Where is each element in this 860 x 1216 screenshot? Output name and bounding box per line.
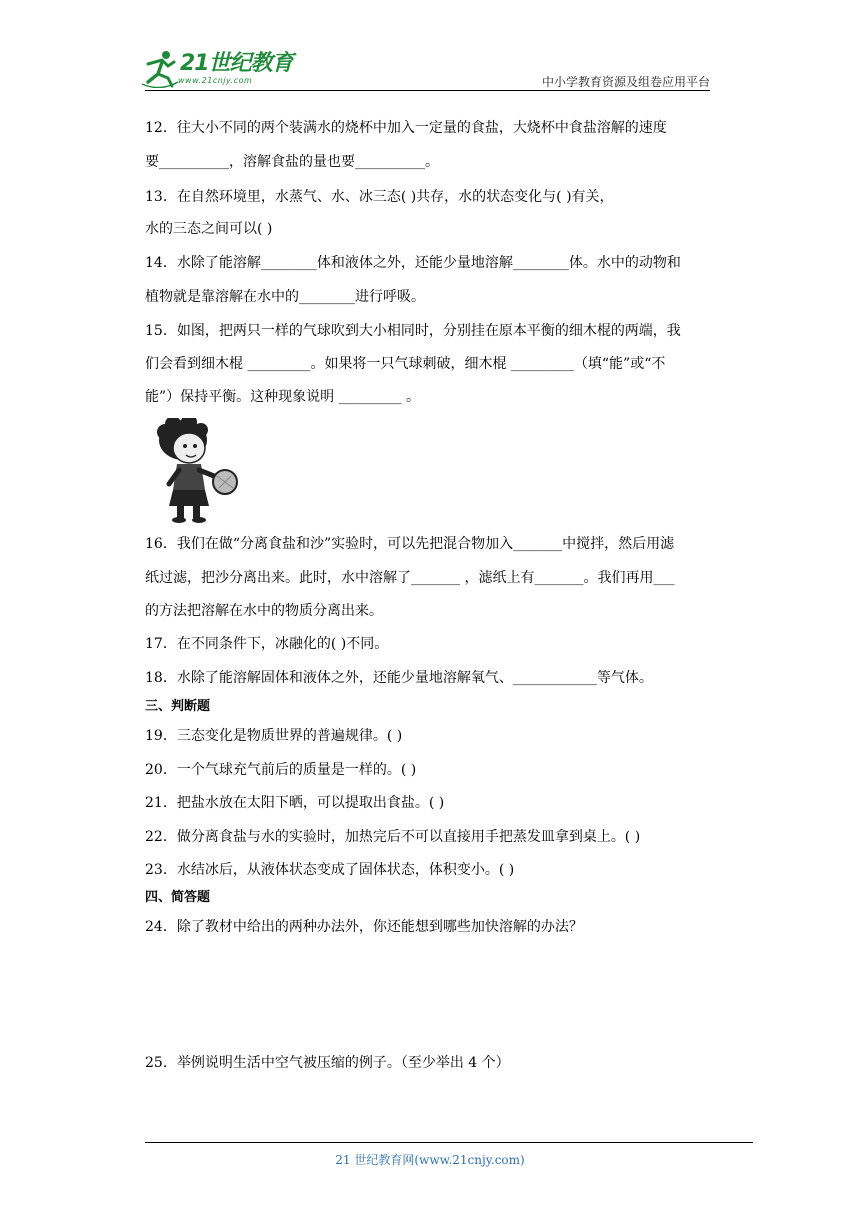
q23: 23．水结冰后，从液体状态变成了固体状态，体积变小。( )	[145, 862, 515, 878]
footer-text: 21 世纪教育网(www.21cnjy.com)	[335, 1153, 525, 1167]
q24: 24．除了教材中给出的两种办法外，你还能想到哪些加快溶解的办法？	[145, 919, 583, 935]
q17: 17．在不同条件下，冰融化的( )不同。	[145, 636, 389, 652]
q14-line-1: 14．水除了能溶解________体和液体之外，还能少量地溶解________体。水中的动物和	[145, 255, 681, 271]
q16-line-1: 16．我们在做“分离食盐和沙”实验时，可以先把混合物加入_______中搅拌，然后用滤	[145, 536, 675, 552]
q16-line-2: 纸过滤，把沙分离出来。此时，水中溶解了_______ ，滤纸上有_______。我们再用___	[145, 570, 675, 586]
q13-line-1: 13．在自然环境里，水蒸气、水、冰三态( )共存，水的状态变化与( )有关，	[145, 189, 614, 205]
header-divider	[145, 90, 710, 91]
footer-divider	[145, 1142, 753, 1143]
logo-url: www.21cnjy.com	[178, 76, 253, 85]
section-4-title: 四、简答题	[145, 890, 211, 905]
running-figure-icon	[140, 48, 180, 88]
q20: 20．一个气球充气前后的质量是一样的。( )	[145, 762, 417, 778]
q15-line-3: 能”）保持平衡。这种现象说明 _________ 。	[145, 389, 421, 405]
q16-line-3: 的方法把溶解在水中的物质分离出来。	[145, 603, 383, 619]
q19: 19．三态变化是物质世界的普遍规律。( )	[145, 728, 403, 744]
q14-line-2: 植物就是靠溶解在水中的________进行呼吸。	[145, 289, 425, 305]
q13-line-2: 水的三态之间可以( )	[145, 221, 273, 237]
girl-with-balloon-image	[155, 418, 245, 524]
q21: 21．把盐水放在太阳下晒，可以提取出食盐。( )	[145, 795, 445, 811]
platform-label: 中小学教育资源及组卷应用平台	[541, 75, 710, 89]
q12-line-1: 12．往大小不同的两个装满水的烧杯中加入一定量的食盐，大烧杯中食盐溶解的速度	[145, 120, 667, 136]
site-logo	[140, 44, 310, 92]
q22: 22．做分离食盐与水的实验时，加热完后不可以直接用手把蒸发皿拿到桌上。( )	[145, 829, 641, 845]
q12-line-2: 要__________，溶解食盐的量也要__________。	[145, 154, 439, 170]
logo-text: 21世纪教育	[180, 51, 293, 76]
q15-line-1: 15．如图，把两只一样的气球吹到大小相同时，分别挂在原本平衡的细木棍的两端，我	[145, 323, 681, 339]
q25: 25．举例说明生活中空气被压缩的例子。（至少举出 4 个）	[145, 1055, 510, 1071]
q18: 18．水除了能溶解固体和液体之外，还能少量地溶解氧气、____________等气体。	[145, 670, 653, 686]
q15-line-2: 们会看到细木棍 _________。如果将一只气球刺破，细木棍 _________（填“能”或“不	[145, 356, 666, 372]
section-3-title: 三、判断题	[145, 699, 211, 714]
